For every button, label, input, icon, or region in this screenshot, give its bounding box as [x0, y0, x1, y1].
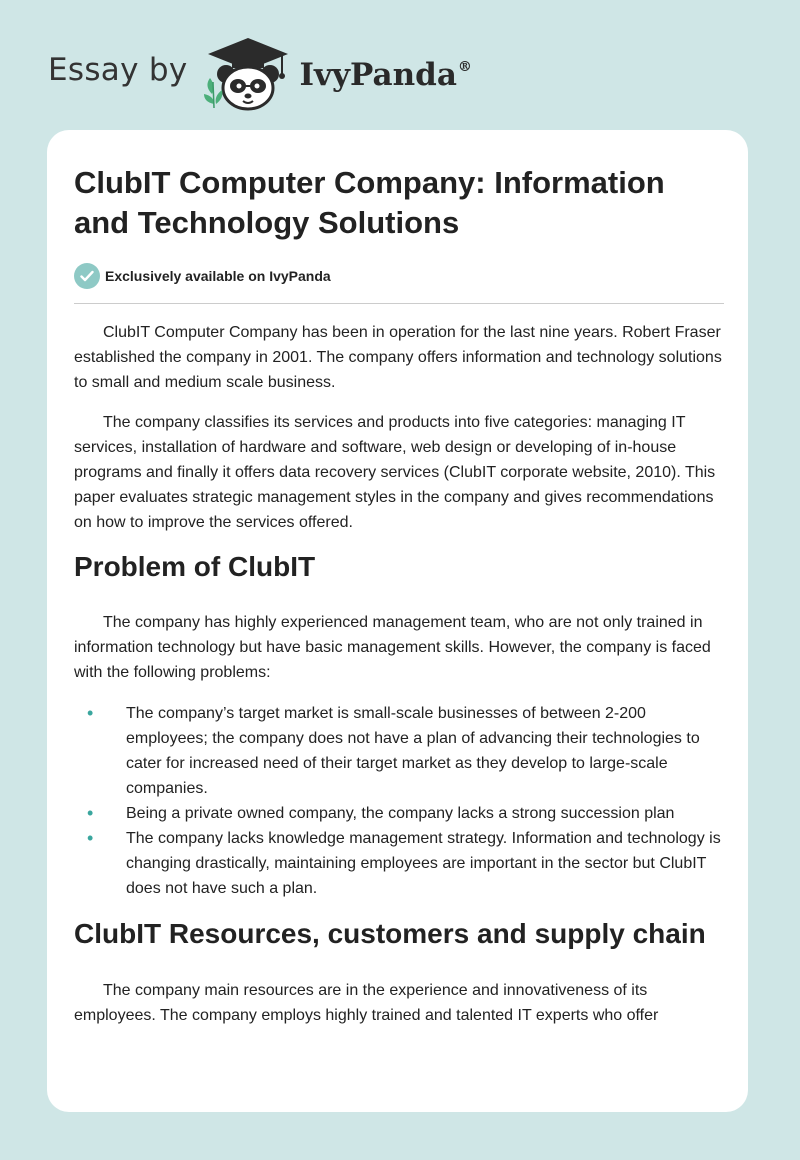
article-content [74, 163, 724, 1028]
problem-list [74, 701, 724, 901]
bullet-icon: • [87, 828, 94, 848]
exclusive-badge [74, 263, 724, 289]
site-header [48, 28, 472, 118]
exclusive-label: Exclusively available on IvyPanda [105, 268, 331, 284]
article-card [47, 130, 748, 1112]
paragraph: The company classifies its services and products into five categories: managing IT services, installation of hardware and software, web design or developing of in-house programs and finally it offers data recovery services (ClubIT corporate website, 2010). This paper evaluates strategic management styles in the company and gives recommendations on how to improve the services offered. [74, 414, 716, 531]
bullet-icon: • [87, 803, 94, 823]
section-heading-problem: Problem of ClubIT [74, 551, 316, 582]
essay-by-label: Essay by [48, 52, 188, 88]
brand-name: IvyPanda® [299, 57, 472, 93]
section-heading-resources: ClubIT Resources, customers and supply chain [74, 918, 706, 949]
paragraph: ClubIT Computer Company has been in operation for the last nine years. Robert Fraser established the company in 2001. The company offers information and technology solutions to small and medium scale business. [74, 324, 722, 391]
list-item: • Being a private owned company, the company lacks a strong succession plan [74, 801, 724, 826]
paragraph: The company main resources are in the experience and innovativeness of its employees. The company employs highly trained and talented IT experts who offer [74, 982, 659, 1024]
article-title: ClubIT Computer Company: Information and Technology Solutions [74, 165, 665, 240]
ivypanda-logo[interactable] [202, 34, 472, 112]
bullet-icon: • [87, 703, 94, 723]
panda-graduate-icon [202, 34, 294, 112]
divider [74, 303, 724, 304]
check-icon [74, 263, 100, 289]
list-item: • The company lacks knowledge management strategy. Information and technology is changing drastically, maintaining employees are important in the sector but ClubIT does not have such a plan. [87, 828, 721, 897]
paragraph: The company has highly experienced management team, who are not only trained in information technology but have basic management skills. However, the company is faced with the following problems: [74, 614, 711, 681]
list-item: • The company’s target market is small-scale businesses of between 2-200 employees; the company does not have a plan of advancing their technologies to cater for increased need of their target market as they develop to large-scale companies. [87, 703, 700, 797]
